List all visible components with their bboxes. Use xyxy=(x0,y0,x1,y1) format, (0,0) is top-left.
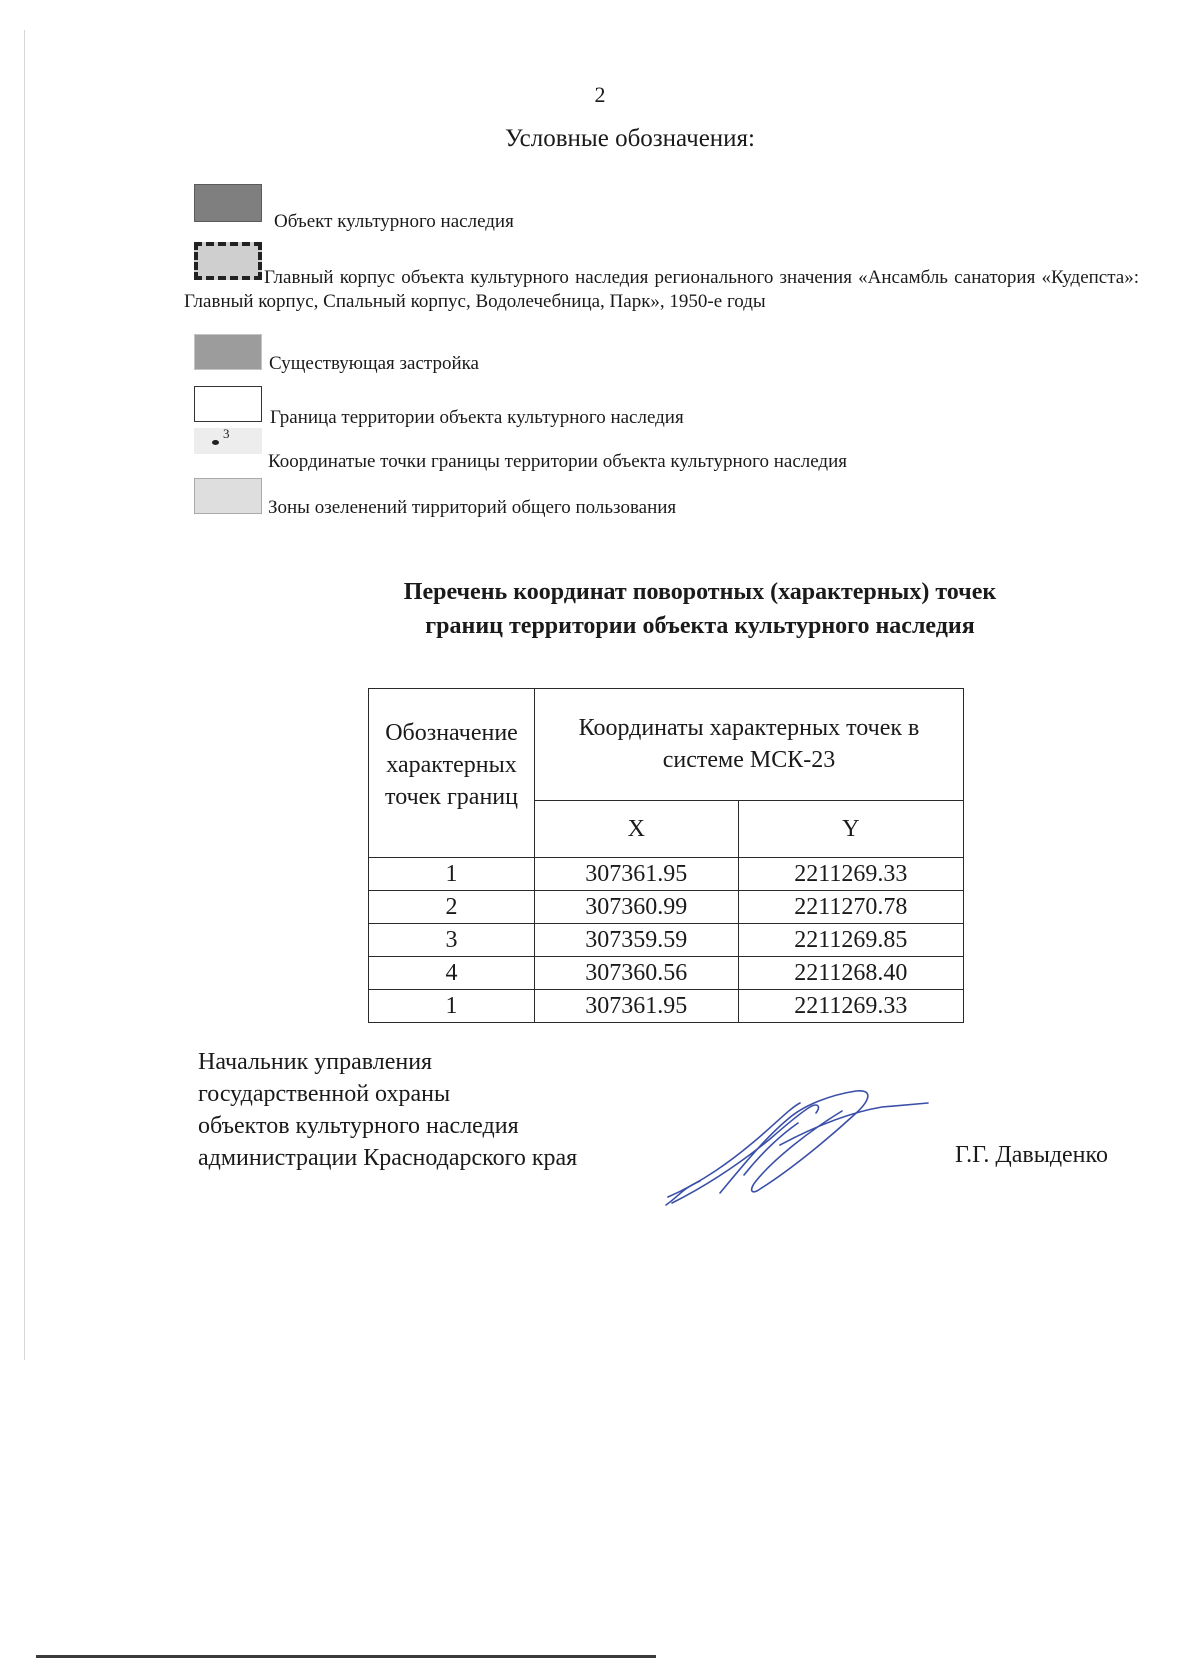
signatory-position xyxy=(198,1046,577,1174)
handwritten-signature-icon xyxy=(660,1085,940,1215)
header-line: Координаты характерных точек в xyxy=(578,715,920,742)
point-cell: 3 xyxy=(369,924,535,957)
point-cell: 1 xyxy=(369,990,535,1023)
position-line: Начальник управления xyxy=(198,1049,433,1075)
table-row xyxy=(369,990,964,1023)
x-cell: 307360.56 xyxy=(535,957,739,990)
table-row xyxy=(369,924,964,957)
y-cell: 2211268.40 xyxy=(738,957,963,990)
legend-label: Существующая застройка xyxy=(269,353,479,374)
header-line: Обозначение xyxy=(385,720,518,746)
legend-label: Объект культурного наследия xyxy=(274,211,514,232)
table-row xyxy=(369,858,964,891)
territory-border-swatch-icon xyxy=(194,386,262,422)
position-line: администрации Краснодарского края xyxy=(198,1145,578,1171)
legend-label: Координатые точки границы территории объекта культурного наследия xyxy=(268,451,847,472)
header-x: X xyxy=(535,800,739,857)
signatory-name: Г.Г. Давыденко xyxy=(955,1142,1108,1168)
table-row xyxy=(369,891,964,924)
point-cell: 2 xyxy=(369,891,535,924)
x-cell: 307359.59 xyxy=(535,924,739,957)
legend-item-territory-border xyxy=(194,390,1139,430)
heading-line: границ территории объекта культурного наследия xyxy=(425,613,975,639)
table-header-row xyxy=(369,689,964,801)
legend-item-heritage-object xyxy=(194,188,1139,238)
legend-label: Главный корпус объекта культурного наследия регионального значения «Ансамбль санатория «Кудепста»: Главный корпус, Спальный корпус, Водолечебница, Парк», 1950-е годы xyxy=(184,267,1139,312)
legend-item-coordinate-points xyxy=(194,426,1139,474)
coordinate-point-icon xyxy=(194,428,262,454)
dashed-main-building-swatch-icon xyxy=(194,242,262,280)
y-cell: 2211269.33 xyxy=(738,858,963,891)
legend xyxy=(184,188,1139,520)
x-cell: 307361.95 xyxy=(535,990,739,1023)
header-y: Y xyxy=(738,800,963,857)
coordinates-table xyxy=(368,688,964,1023)
header-line: точек границ xyxy=(385,784,518,810)
legend-item-green-zones xyxy=(194,484,1139,520)
position-line: объектов культурного наследия xyxy=(198,1113,519,1139)
y-cell: 2211269.33 xyxy=(738,990,963,1023)
header-coordinates xyxy=(535,689,964,801)
legend-item-main-building xyxy=(184,244,1139,314)
x-cell: 307361.95 xyxy=(535,858,739,891)
heading-line: Перечень координат поворотных (характерных) точек xyxy=(403,579,997,605)
position-line: государственной охраны xyxy=(198,1081,451,1107)
point-dot-icon xyxy=(212,440,219,445)
heritage-object-swatch-icon xyxy=(194,184,262,222)
x-cell: 307360.99 xyxy=(535,891,739,924)
bottom-scan-line xyxy=(36,1655,656,1658)
legend-label: Граница территории объекта культурного наследия xyxy=(270,407,684,428)
y-cell: 2211269.85 xyxy=(738,924,963,957)
header-line: системе МСК-23 xyxy=(662,747,836,774)
point-cell: 1 xyxy=(369,858,535,891)
coordinates-list-heading xyxy=(290,575,1110,643)
legend-title: Условные обозначения: xyxy=(504,125,756,152)
y-cell: 2211270.78 xyxy=(738,891,963,924)
table-row xyxy=(369,957,964,990)
header-designation xyxy=(369,689,535,858)
point-cell: 4 xyxy=(369,957,535,990)
existing-buildings-swatch-icon xyxy=(194,334,262,370)
green-zone-swatch-icon xyxy=(194,478,262,514)
page-edge xyxy=(24,30,25,1360)
page-number: 2 xyxy=(594,82,606,107)
legend-label: Зоны озеленений тирриторий общего пользования xyxy=(268,497,677,518)
header-line: характерных xyxy=(386,752,517,778)
legend-item-existing-buildings xyxy=(194,340,1139,380)
point-number: 3 xyxy=(223,426,230,441)
